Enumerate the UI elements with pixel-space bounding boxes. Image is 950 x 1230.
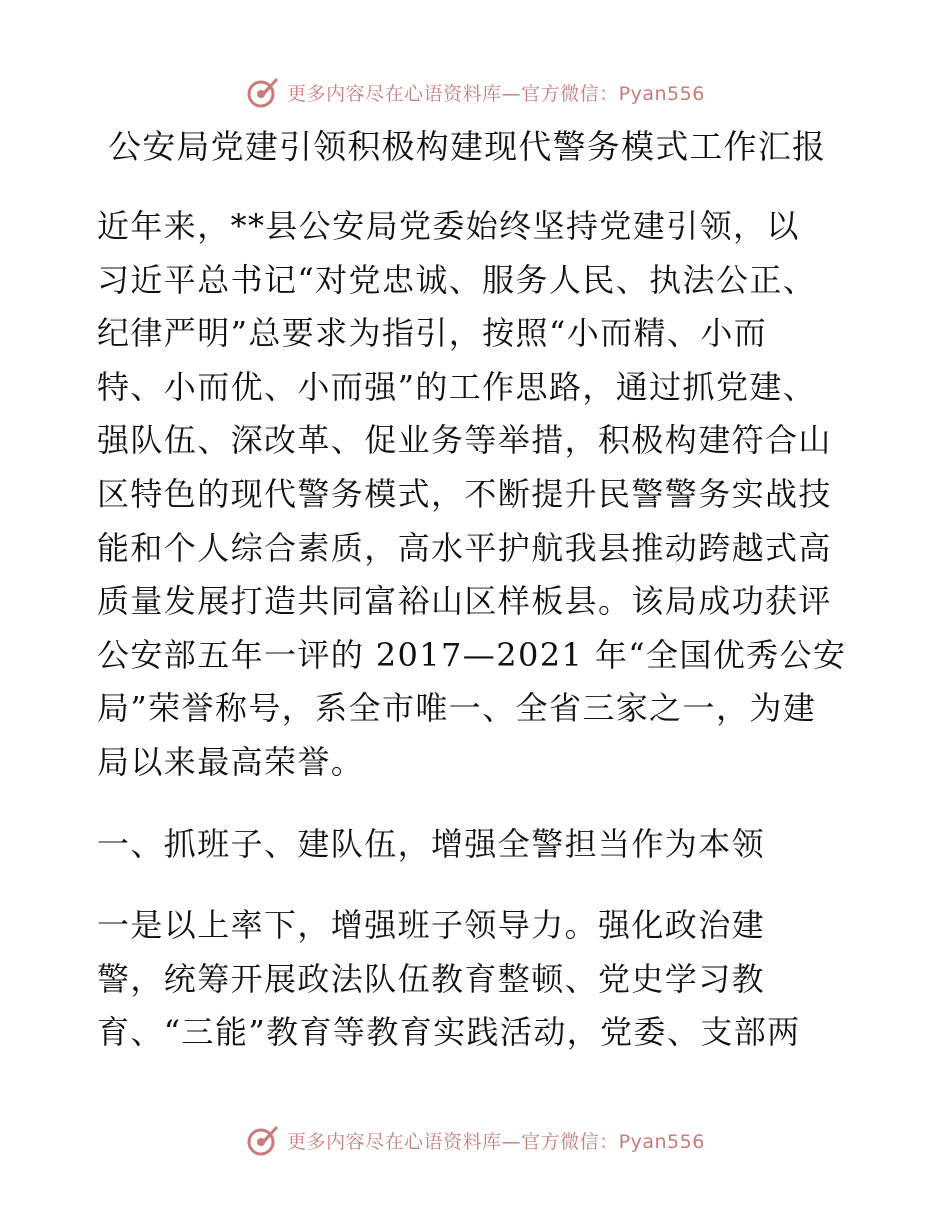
- paragraph-line: 育、“三能”教育等教育实践活动，党委、支部两: [97, 1013, 801, 1052]
- paragraph-line: 习近平总书记“对党忠诚、服务人民、执法公正、: [97, 260, 817, 299]
- paragraph-line: 强队伍、深改革、促业务等举措，积极构建符合山: [97, 421, 832, 460]
- paragraph-line: 质量发展打造共同富裕山区样板县。该局成功获评: [97, 582, 832, 621]
- paragraph-line: 能和个人综合素质，高水平护航我县推动跨越式高: [97, 528, 832, 567]
- section-heading: 一、抓班子、建队伍，增强全警担当作为本领: [97, 824, 766, 863]
- paragraph-line: 警，统筹开展政法队伍教育整顿、党史学习教: [97, 959, 766, 998]
- quill-logo-icon: [245, 1122, 281, 1158]
- paragraph-line: 一是以上率下，增强班子领导力。强化政治建: [97, 906, 766, 945]
- quill-logo-icon: [245, 74, 281, 110]
- paragraph-line: 纪律严明”总要求为指引，按照“小而精、小而: [97, 314, 768, 353]
- watermark-text: 更多内容尽在心语资料库—官方微信：Pyan556: [287, 1130, 705, 1153]
- paragraph-line: 公安部五年一评的 2017—2021 年“全国优秀公安: [97, 635, 847, 674]
- watermark-header: [0, 70, 950, 114]
- paragraph-line: 区特色的现代警务模式，不断提升民警警务实战技: [97, 474, 832, 513]
- document-body: [97, 200, 867, 1060]
- paragraph-line: 特、小而优、小而强”的工作思路，通过抓党建、: [97, 367, 817, 406]
- watermark-footer: [0, 1118, 950, 1162]
- document-title: 公安局党建引领积极构建现代警务模式工作汇报: [108, 127, 827, 166]
- paragraph-line: 局以来最高荣誉。: [97, 742, 365, 781]
- paragraph-line: 近年来，**县公安局党委始终坚持党建引领，以: [97, 207, 800, 245]
- paragraph-line: 局”荣誉称号，系全市唯一、全省三家之一，为建: [97, 689, 817, 728]
- watermark-text: 更多内容尽在心语资料库—官方微信：Pyan556: [287, 82, 705, 105]
